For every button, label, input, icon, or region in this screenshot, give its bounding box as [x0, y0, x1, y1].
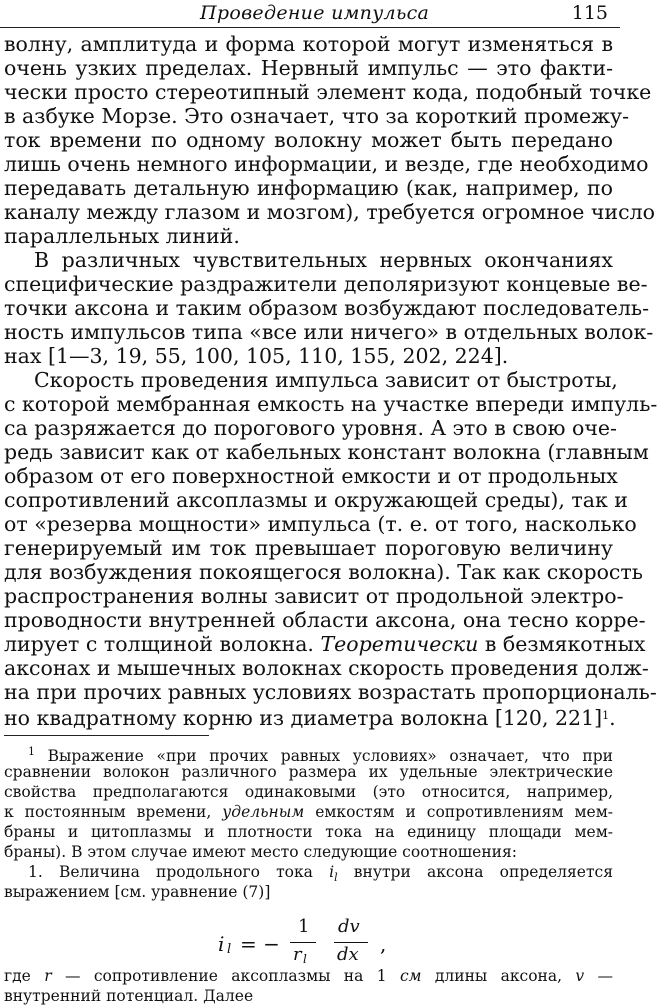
emphasis-word: Теоретически	[320, 632, 479, 656]
formula-den2: dx	[337, 944, 359, 965]
page-number: 115	[571, 2, 608, 24]
footnote-text: длины аксона,	[434, 967, 563, 985]
body-line: нах [1—3, 19, 55, 100, 105, 110, 155, 202, 224].	[4, 344, 509, 368]
footnote-text: Выражение «при прочих равных условиях» означает, что при	[47, 747, 613, 765]
footnote-italic: v —	[575, 967, 614, 985]
footnote-ref: 1	[602, 709, 610, 722]
footnote-text: емкостям и сопротивлениям мем-	[315, 803, 613, 821]
body-line: волну, амплитуда и форма которой могут изменяться в	[4, 32, 613, 56]
body-line: точки аксона и таким образом возбуждают последователь-	[4, 296, 650, 320]
footnote-italic-sub: l	[334, 871, 338, 885]
body-line: проводности внутренней области аксона, она тесно корре-	[4, 608, 646, 632]
body-line-text: в безмякотных	[484, 632, 646, 656]
formula-comma: ,	[380, 932, 387, 956]
footnote-line	[4, 802, 613, 822]
body-line: образом от его поверхностной емкости и от продольных	[4, 464, 618, 488]
body-line: передавать детальную информацию (как, например, по	[4, 176, 613, 200]
formula	[218, 916, 428, 968]
formula-eq: = −	[240, 932, 280, 956]
body-line: с которой мембранная емкость на участке впереди импуль-	[4, 392, 657, 416]
body-line: каналу между глазом и мозгом), требуется огромное число	[4, 200, 655, 224]
body-line-text: но квадратному корню из диаметра волокна [120, 221]	[4, 706, 603, 730]
body-line: в азбуке Морзе. Это означает, что за короткий промежу-	[4, 104, 630, 128]
formula-num2: dv	[338, 916, 360, 937]
body-line: распространения волны зависит от продольной электро-	[4, 584, 624, 608]
body-line: от «резерва мощности» импульса (т. е. от того, насколько	[4, 512, 637, 536]
body-line: параллельных линий.	[4, 224, 240, 248]
fraction-bar	[290, 942, 316, 943]
body-line: редь зависит как от кабельных констант волокна (главным	[4, 440, 649, 464]
footnote-line: браны и цитоплазмы и плотности тока на единицу площади мем-	[4, 823, 613, 841]
body-line: Скорость проведения импульса зависит от быстроты,	[34, 368, 618, 392]
body-line: специфические раздражители деполяризуют концевые ве-	[4, 272, 648, 296]
footnote-line: внутренний потенциал. Далее	[4, 987, 254, 1005]
formula-lhs-sub: l	[227, 942, 232, 957]
formula-den1-sub: l	[303, 952, 307, 966]
footnote-text: — сопротивление аксоплазмы на 1	[64, 967, 387, 985]
footnote-text: внутри аксона определяется	[353, 863, 613, 881]
body-line	[4, 632, 646, 656]
footnote-italic: см	[399, 967, 422, 985]
fraction-bar	[334, 942, 368, 943]
footnote-rule	[4, 735, 209, 736]
header-rule	[0, 27, 620, 28]
body-line: ность импульсов типа «все или ничего» в отдельных волок-	[4, 320, 654, 344]
footnote-marker: 1	[28, 745, 35, 758]
formula-den1: r	[293, 944, 302, 965]
body-line-text: лирует с толщиной волокна.	[4, 632, 314, 656]
body-line: аксонах и мышечных волокнах скорость проведения долж-	[4, 656, 649, 680]
body-line: сопротивлений аксоплазмы и окружающей среды), так и	[4, 488, 628, 512]
body-line: для возбуждения покоящегося волокна). Так как скорость	[4, 560, 643, 584]
footnote-line	[4, 966, 613, 986]
body-line: генерируемый им ток превышает пороговую величину	[4, 536, 613, 560]
footnote-line: сравнении волокон различного размера их удельные электрические	[4, 763, 613, 781]
formula-lhs: i	[218, 932, 225, 956]
footnote-line: свойства предполагаются одинаковыми (это относится, например,	[4, 783, 613, 801]
footnote-italic: r	[44, 967, 52, 985]
body-line: са разряжается до порогового уровня. А это в свою оче-	[4, 416, 617, 440]
body-line: на при прочих равных условиях возрастать пропорциональ-	[4, 680, 657, 704]
body-line: чески просто стереотипный элемент кода, подобный точке	[4, 80, 652, 104]
body-line: очень узких пределах. Нервный импульс — это факти-	[4, 56, 613, 80]
footnote-italic: удельным	[222, 803, 305, 821]
body-line: но квадратному корню из диаметра волокна [120, 221]$^1$.	[4, 706, 616, 730]
footnote-text: к постоянным времени,	[4, 803, 212, 821]
formula-num1: 1	[298, 916, 310, 937]
footnote-text: 1. Величина продольного тока	[28, 863, 313, 881]
page-header	[0, 0, 620, 26]
running-title: Проведение импульса	[200, 2, 430, 24]
body-line: ток времени по одному волокну может быть передано	[4, 128, 613, 152]
body-line: В различных чувствительных нервных окончаниях	[34, 248, 613, 272]
body-line: лишь очень немного информации, и везде, где необходимо	[4, 152, 649, 176]
footnote-line: выражением [см. уравнение (7)]	[4, 883, 271, 901]
footnote-line: браны). В этом случае имеют место следующие соотношения:	[4, 843, 518, 861]
footnote-italic: i	[329, 863, 335, 881]
footnote-text: где	[4, 967, 31, 985]
